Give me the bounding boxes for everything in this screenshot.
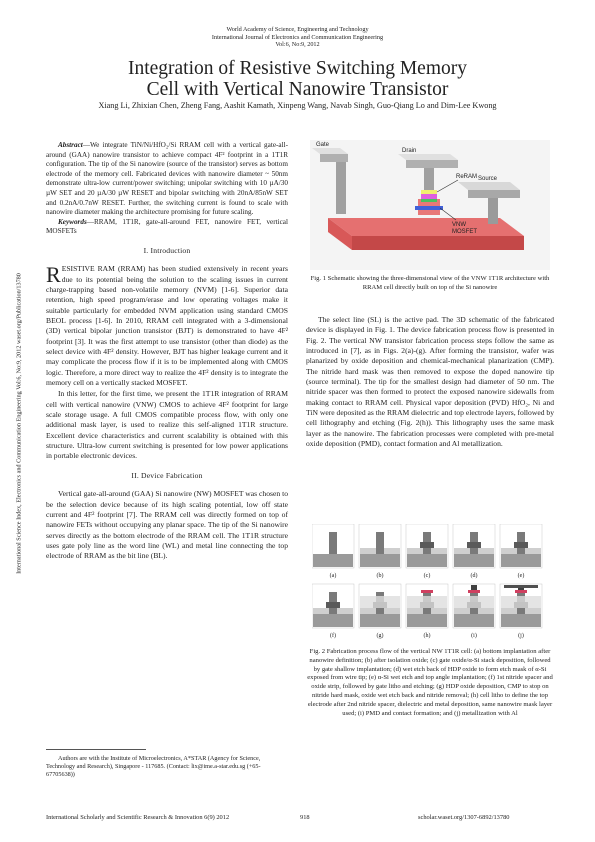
footer-right: scholar.waset.org/1307-6892/13780 (418, 814, 510, 821)
fig2-panel-label: (g) (376, 633, 384, 639)
figure-1-caption: Fig. 1 Schematic showing the three-dimensional view of the VNW 1T1R architecture with RRAM cell directly built on top of the Si nanowire (310, 275, 550, 291)
figure-2-caption: Fig. 2 Fabrication process flow of the vertical NW 1T1R cell: (a) bottom implantation after nanowire definition; (b) after isolation oxide; (c) gate oxide/α-Si stack deposition, followed by gate shallow implantation; (d) wet etch back of HDP oxide to form etch mask of α-Si exposed from wire tip; (e) α-Si wet etch and top angle implantation; (f) 1st nitride spacer and oxide strip, followed by gate litho and etching; (g) HDP oxide deposition, CMP to stop on nitride hard mask, oxide wet etch back and nitride removal; (h) cell litho to define the top electrode after 2nd nitride spacer, dielectric and metal deposition, same nanowire mask layer used; (i) PMD and contact formation; and (j) metallization with Al (307, 648, 553, 717)
fig2-panel-label: (a) (329, 573, 337, 579)
journal-header (0, 26, 595, 49)
fig1-label-gate: Gate (316, 142, 330, 148)
fig2-panel (453, 584, 495, 639)
fig2-panel (406, 584, 448, 639)
title-line-1: Integration of Resistive Switching Memory (127, 58, 468, 79)
side-index-text: International Science Index, Electronics and Communication Engineering Vol:6, No:9, 2012 waset.org/Publication/13780 (15, 273, 23, 574)
fig1-label-reram: ReRAM (456, 174, 478, 180)
left-column (46, 141, 288, 562)
fig2-panel (500, 584, 542, 639)
header-line-1: World Academy of Science, Engineering and Technology (226, 26, 369, 33)
fig2-panel (312, 524, 354, 579)
abstract (46, 141, 288, 218)
intro-paragraph-2: In this letter, for the first time, we present the 1T1R integration of RRAM cell with vertical nanowire (VNW) CMOS to achieve 4F² footprint for large scale storage usage. A full CMOS compatible process flow, with only one additional mask layer, is used to realize this self-aligned 1T1R structure. Excellent device characteristics and current scalability is obtained with this structure. Ultra-low current switching is presented for low power applications in portable electronic devices. (46, 389, 288, 461)
keywords-label: Keywords (58, 217, 87, 226)
keywords-text: —RRAM, 1T1R, gate-all-around FET, nanowire FET, vertical MOSFETs (46, 217, 288, 236)
paper-title (60, 58, 535, 100)
fig2-panel-label: (d) (470, 573, 478, 579)
author-footnote: Authors are with the Institute of Microelectronics, A*STAR (Agency for Science, Technology and Research), Singapore - 117685. (Contact: lix@ime.a-star.edu.sg (+65-67705638)) (46, 755, 261, 778)
section-heading-introduction: I. Introduction (143, 245, 191, 255)
right-column (306, 315, 554, 449)
footer-left: International Scholarly and Scientific Research & Innovation 6(9) 2012 (46, 814, 230, 821)
fabrication-paragraph-1: Vertical gate-all-around (GAA) Si nanowire (NW) MOSFET was chosen to be the selection device because of its high scaling potential, low off state current and 4F² footprint [7]. The RRAM cell was directly formed on top of nanowire FETs without occupying any planar space. The tip of the Si nanowire serves directly as the bottom electrode of the RRAM cell. The 1T1R structure uses gate poly line as the word line (WL) and metal line connecting the top electrode of RRAM as the bit line (BL). (46, 489, 288, 561)
footnote-rule (46, 749, 146, 750)
fig2-panel-label: (i) (471, 633, 477, 639)
section-heading-fabrication: II. Device Fabrication (131, 470, 203, 480)
fig2-panel (500, 524, 542, 579)
fig2-panel-label: (h) (423, 633, 431, 639)
page-number: 918 (300, 814, 310, 821)
intro-paragraph-1: RESISTIVE RAM (RRAM) has been studied extensively in recent years due to its potential being the solution to the scaling issues in current charge-trapping based non-volatile memory (NVM) [1-6]. Superior data retention, high speed program/erase and low operating voltages make it suitable particularly for embedded NVM application using standard CMOS BEOL process [1-6]. In 2010, RRAM cell integrated with a 3-dimensional (3D) vertical bipolar junction transistor (BJT) is demonstrated to have 4F² footprint [3]. It was the first attempt to use transistor (other than diode) as the select device with 4F² density. However, BJT has higher leakage current and it may complicate the process flow if it is to be implemented along with CMOS logic. Therefore, a more direct way to realize the 4F² density is to integrate the memory cell on a vertically stacked MOSFET. (46, 262, 288, 388)
title-line-2: Cell with Vertical Nanowire Transistor (146, 79, 449, 100)
fig2-panel (312, 584, 354, 639)
fig1-label-source: Source (478, 176, 498, 182)
fig2-panel-label: (j) (518, 633, 524, 639)
fig2-panel (453, 524, 495, 579)
fig2-panel (359, 524, 401, 579)
fig2-panel (406, 524, 448, 579)
header-line-3: Vol:6, No:9, 2012 (275, 41, 320, 48)
figure-1-schematic (310, 140, 550, 270)
author-list: Xiang Li, Zhixian Chen, Zheng Fang, Aashit Kamath, Xinpeng Wang, Navab Singh, Guo-Qiang Lo and Dim-Lee Kwong (98, 101, 497, 110)
abstract-text: —We integrate TiN/Ni/HfO₂/Si RRAM cell with a vertical gate-all-around (GAA) nanowire transistor to achieve compact 4F² footprint in a 1T1R configuration. The tip of the Si nanowire (source of the transistor) serves as bottom electrode of the memory cell. Fabricated devices with nanowire diameter ~ 50nm demonstrate ultra-low current/power switching; unipolar switching with 10 µA/30 µW SET and 20 µA/30 µW RESET and bipolar switching with 20nA/85nW SET and 0.2nA/0.7nW RESET. Further, the switching current is found to scale with nanowire diameter making the architecture promising for future scaling. (46, 141, 288, 217)
fig2-panel-label: (f) (330, 633, 336, 639)
fig2-panel (359, 584, 401, 639)
figure-2-process-flow (312, 524, 548, 642)
keywords (46, 218, 288, 237)
drop-cap: R (46, 262, 61, 288)
fig1-label-drain: Drain (402, 148, 417, 154)
header-line-2: International Journal of Electronics and Communication Engineering (211, 33, 384, 41)
fig2-panel-label: (c) (423, 573, 431, 579)
fig1-label-mosfet: MOSFET (452, 229, 477, 235)
fig2-panel-label: (e) (517, 573, 525, 579)
abstract-label: Abstract (58, 141, 83, 149)
right-paragraph-1: The select line (SL) is the active pad. The 3D schematic of the fabricated device is displayed in Fig. 1. The device fabrication process flow is presented in Fig. 2. The vertical NW transistor fabrication process steps follow the same as introduced in [7], as in Figs. 2(a)-(g). After forming the transistor, wafer was planarized by oxide deposition and chemical-mechanical planarization (CMP). The nitride hard mask was then removed to expose the doped nanowire tip (source terminal). The tip for the smallest design had diameter of 50 nm. The nitride spacer was then formed to protect the exposed nanowire sidewalls from making contact to RRAM cell. Physical vapor deposition (PVD) HfO₂, Ni and TiN were deposited as the RRAM dielectric and top electrode layers, followed by cell lithography and etching (Fig. 2(h)). This lithography uses the same mask layer as the nanowire. The fabrication processes were completed with pre-metal oxide deposition (PMD), contact formation and Al metallization. (306, 315, 554, 449)
fig1-label-vnw: VNW (452, 222, 466, 228)
fig2-panel-label: (b) (376, 573, 384, 579)
